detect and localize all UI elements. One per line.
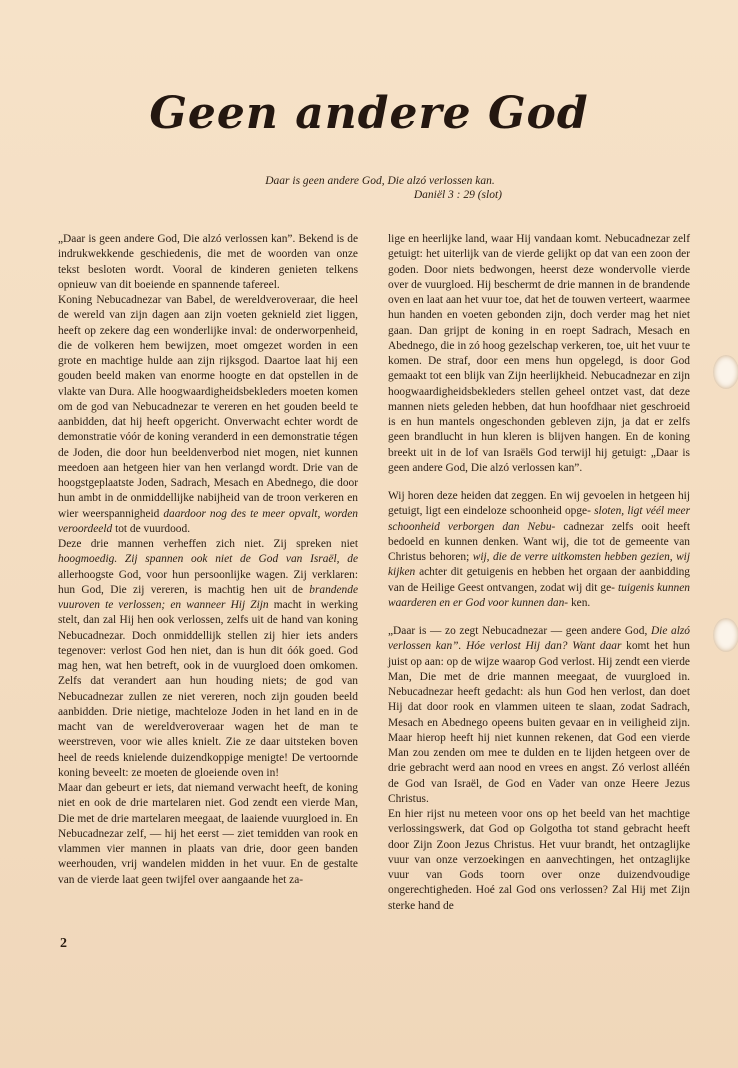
epigraph-text: Daar is geen andere God, Die alzó verlossen kan.: [265, 175, 495, 187]
paragraph: [58, 293, 358, 537]
paragraph: lige en heerlijke land, waar Hij vandaan komt. Nebucadnezar zelf getuigt: het uiterlijk van de vierde gelijkt op dat van een zoon der goden. Door niets bedwongen, heerst deze wondervolle vierde over de vuurgloed. Hij beschermt de drie mannen in de brandende oven en laat aan het vuur toe, dat het de touwen verteert, waarmee hun handen en voeten gebonden zijn, doch verder mag het niet gaan. Dan grijpt de koning in en roept Sadrach, Mesach en Abednego, die in zó hoog gezelschap verkeren, toe, uit het vuur te komen. De straf, door een mens hun opgelegd, is door God gemaakt tot een blijk van Zijn heerlijkheid. Nebucadnezar en zijn hoogwaardigheidsbekleders stellen geheel ontzet vast, dat deze mannen niets geleden hebben, dat hun hoofdhaar niet geschroeid is en hun mantels ongeschonden gebleven zijn, ja dat er zelfs geen brandlucht in hun kleren is blijven hangen. En de koning breekt uit in de lof van Israëls God terwijl hij getuigt: „Daar is geen andere God, Die alzó verlossen kan”.: [388, 233, 690, 474]
paragraph: [388, 624, 690, 807]
right-column: [388, 232, 690, 914]
emphasis: wij, die de verre uitkomsten hebben gezien, wij kijken: [388, 551, 690, 579]
paragraph-text: „Daar is — zo zegt Nebucadnezar — geen andere God,: [388, 625, 648, 637]
paragraph: En hier rijst nu meteen voor ons op het beeld van het machtige verlossingswerk, dat God op Golgotha tot stand gebracht heeft door Zijn Zoon Jezus Christus. Het vuur brandt, het ontzaglijke vuur van onze verzoekingen en aanvechtingen, het ontzaglijke vuur van Gods toorn over onze duizendvoudige ongerechtigheden. Hoé zal God ons verlossen? Zal Hij met Zijn sterke hand de: [388, 808, 690, 912]
paragraph-text: komt het hun juist op aan: op de wijze waarop God verlost. Hij zendt een vierde Man, Die met de drie mannen meegaat, de vuurgloed in. Nebucadnezar heeft gedacht: als hun God hen verlost, dan doet Hij dat door rook en vlammen uiteen te slaan, zodat Sadrach, Mesach en Abednego opeens buiten gevaar en in veiligheid zijn. Maar hierop heeft hij niet kunnen rekenen, dat God een vierde Man zou zenden om mee te dulden en te lijden hetgeen over de drie gebracht werd aan nood en vrees en angst. Zó verlost alléén de God van Israël, de God en Vader van onze Heere Jezus Christus.: [388, 640, 690, 805]
emphasis: Die alzó verlossen kan”. Hóe verlost Hij dan? Want daar: [388, 625, 690, 653]
paragraph-text: cadnezar zelfs ooit heeft bedoeld en kunnen denken. Want wij, die tot de gemeente van Christus behoren;: [388, 520, 690, 563]
paragraph: [58, 537, 358, 781]
paragraph-text: ken.: [570, 596, 591, 609]
emphasis: hoogmoedig. Zij spannen ook niet de God van Israël, de: [58, 553, 358, 566]
paragraph-text: Koning Nebucadnezar van Babel, de wereldveroveraar, die heel de wereld van zijn dagen aan zijn voeten geknield ziet liggen, heeft op zekere dag een wonderlijke inval: de onderworpenheid, die de volkeren hem bewijzen, moet omgezet worden in een grote en machtige hulde aan zijn rijksgod. Daartoe laat hij een gouden beeld maken van enorme hoogte en dat opstellen in de vlakte van Dura. Alle hoogwaardigheidsbekleders moeten komen om de god van Nebucadnezar te vereren en het gouden beeld te aanbidden, dat hij heeft opgericht. Onverwacht echter wordt de demonstratie vóór de koning veranderd in een demonstratie tégen de Joden, die door hun beeldenverbod niet mogen, niet kunnen meedoen aan hetgeen hier van hen verlangd wordt. Drie van de hoogstgeplaatste Joden, Sadrach, Mesach en Abednego, die door hun ambt in de onmiddellijke nabijheid van de troon verkeren en wier weerspannigheid: [58, 294, 358, 520]
paragraph-text: Deze drie mannen verheffen zich niet. Zij spreken niet: [58, 538, 358, 550]
emphasis: sloten, ligt véél meer schoonheid verborgen dan Nebu-: [388, 505, 691, 533]
page-number: 2: [60, 936, 67, 951]
epigraph-reference: Daniël 3 : 29 (slot): [413, 189, 502, 201]
punch-hole: [713, 355, 738, 389]
page-title: Geen andere God: [149, 88, 589, 139]
paragraph-text: tot de vuurdood.: [115, 522, 191, 535]
emphasis: daardoor nog des te meer opvalt, worden veroordeeld: [58, 507, 358, 535]
paragraph-text: Wij horen deze heiden dat zeggen. En wij gevoelen in hetgeen hij getuigt, ligt een eindeloze schoonheid opge-: [388, 490, 690, 518]
paragraph: Maar dan gebeurt er iets, dat niemand verwacht heeft, de koning niet en ook de drie martelaren niet. God zendt een vierde Man, Die met de drie martelaren meegaat, de laaiende vuurgloed in. En Nebucadnezar zelf, — hij het eerst — ziet temidden van rook en vlammen vier mannen in plaats van drie, door geen banden weerhouden, vrij wandelen midden in het vuur. En de gestalte van de vierde laat geen twijfel over aangaande het za-: [58, 782, 358, 886]
paragraph: „Daar is geen andere God, Die alzó verlossen kan”. Bekend is de indrukwekkende geschiedenis, die met de woorden van onze tekst besloten wordt. Vooral de kinderen genieten telkens opnieuw van dit boeiende en spannende tafereel.: [58, 233, 358, 291]
emphasis: brandende vuuroven te verlossen; en wanneer Hij Zijn: [58, 583, 358, 611]
paragraph: [388, 489, 690, 611]
paragraph-text: macht in werking stelt, dan zal Hij hen ook verlossen, zelfs uit de hand van koning Nebucadnezar. Doch onmiddellijk stellen zij hier iets anders tegenover: verlost God hen niet, dan is hun dit óók goed. God mag hen, wat hen betreft, ook in de vuurgloed doen omkomen. Zelfs dat verandert aan hun houding niets; de god van Nebucadnezar zullen ze niet vereren, noch zijn gouden beeld aanbidden. Drie nietige, machteloze Joden in het land en in de macht van de wereldveroveraar wagen het de man te weerstreven, voor wie alles knielt. Zie ze daar uitsteken boven heel de reeds knielende duizendkoppige menigte! De vertoornde koning beveelt: ze moeten de gloeiende oven in!: [58, 599, 358, 779]
epigraph: [230, 174, 530, 202]
left-column: [58, 232, 358, 888]
punch-hole: [713, 618, 738, 652]
emphasis: tuigenis kunnen waarderen en er God voor kunnen dan-: [388, 581, 690, 609]
paragraph-text: allerhoogste God, voor hun persoonlijke wagen. Zij verklaren: hun God, Die zij vereren, is machtig hen uit de: [58, 568, 358, 596]
paragraph-text: achter dit getuigenis en hebben het orgaan der aanbidding van de Heilige Geest ontvangen, zodat wij dit ge-: [388, 566, 690, 594]
